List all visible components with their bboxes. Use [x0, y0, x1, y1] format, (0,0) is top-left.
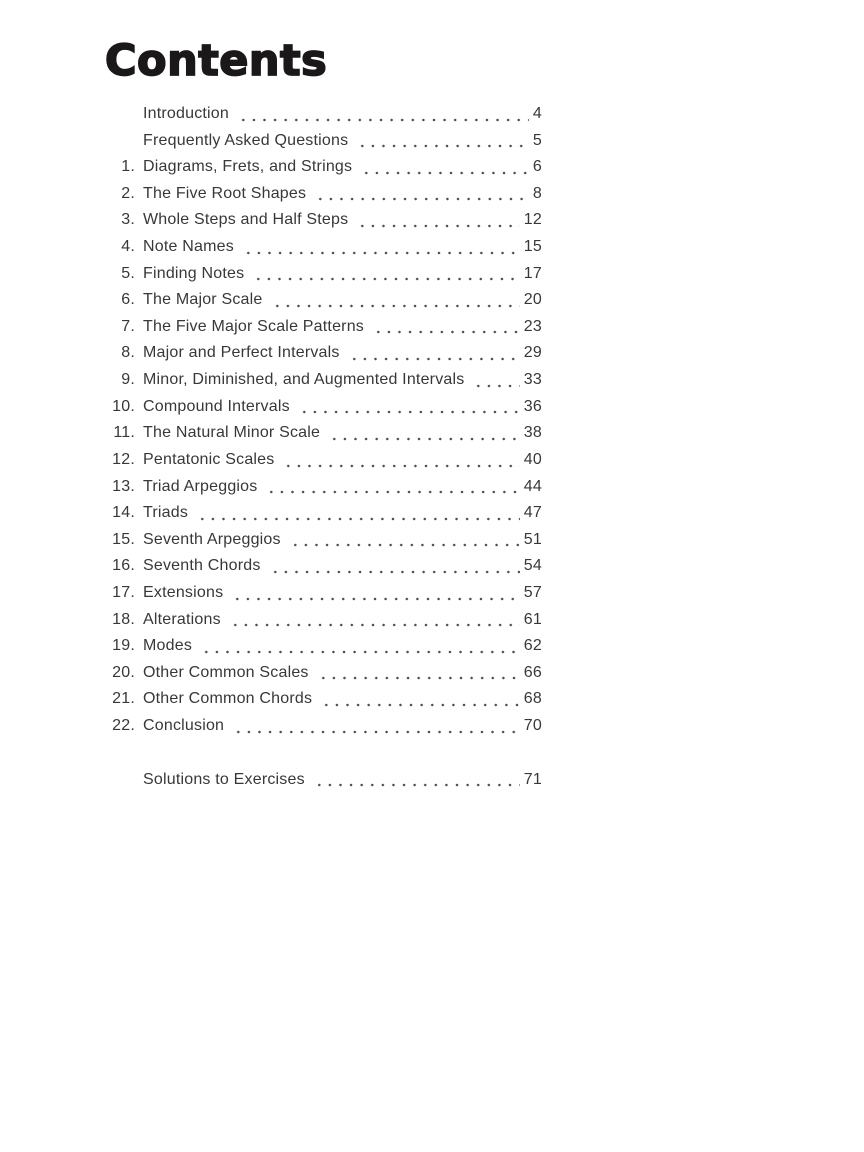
toc-entry-page: 38 [523, 424, 542, 442]
dot-leader [270, 287, 520, 314]
toc-entry-number: 7. [121, 317, 135, 335]
toc-entry-number: 13. [112, 477, 135, 495]
toc-entry-page: 61 [523, 610, 542, 628]
dot-leader [195, 500, 520, 527]
toc-entry-label: The Five Major Scale Patterns [143, 317, 364, 335]
dot-leader [355, 207, 519, 234]
toc-entry-label: Diagrams, Frets, and Strings [143, 158, 353, 176]
toc-entry-page: 8 [532, 184, 542, 202]
toc-entry [108, 128, 542, 155]
toc-entry [108, 500, 542, 527]
toc-entry-number: 9. [121, 371, 135, 389]
toc-entry [108, 713, 542, 740]
toc-entry [108, 660, 542, 687]
toc-entry-number: 12. [112, 450, 135, 468]
toc-entry-page: 68 [523, 690, 542, 708]
toc-entry [108, 154, 542, 181]
toc-entry-label: The Five Root Shapes [143, 184, 307, 202]
toc-entry-number: 16. [112, 557, 135, 575]
toc-list [108, 101, 542, 793]
toc-entry [108, 447, 542, 474]
toc-entry-label: The Major Scale [143, 291, 263, 309]
toc-entry-page: 36 [523, 397, 542, 415]
toc-entry-page: 62 [523, 637, 542, 655]
toc-entry-page: 33 [523, 371, 542, 389]
toc-entry-label: Compound Intervals [143, 397, 290, 415]
toc-entry-page: 51 [523, 530, 542, 548]
toc-entry-number: 2. [121, 184, 135, 202]
toc-entry-label: Modes [143, 637, 193, 655]
toc-entry-number: 8. [121, 344, 135, 362]
toc-entry [108, 633, 542, 660]
dot-leader [313, 181, 529, 208]
toc-entry-label: Triads [143, 504, 189, 522]
toc-entry-page: 70 [523, 717, 542, 735]
toc-entry [108, 686, 542, 713]
toc-entry [108, 181, 542, 208]
dot-leader [251, 261, 519, 288]
dot-leader [371, 314, 520, 341]
toc-entry-page: 29 [523, 344, 542, 362]
toc-entry-page: 17 [523, 264, 542, 282]
toc-entry-page: 15 [523, 238, 542, 256]
toc-entry-page: 4 [532, 105, 542, 122]
toc-entry [108, 261, 542, 288]
toc-entry-page: 66 [523, 663, 542, 681]
dot-leader [236, 101, 529, 128]
toc-entry-page: 57 [523, 583, 542, 601]
toc-entry-label: Alterations [143, 610, 221, 628]
dot-leader [288, 527, 520, 554]
toc-entry-page: 6 [532, 158, 542, 176]
toc-entry-label: Other Common Chords [143, 690, 313, 708]
toc-entry [108, 314, 542, 341]
toc-entry-number: 15. [112, 530, 135, 548]
toc-entry-page: 12 [523, 211, 542, 229]
toc-entry-number: 19. [112, 637, 135, 655]
toc-entry [108, 474, 542, 501]
toc-entry-number: 3. [121, 211, 135, 229]
toc-entry [108, 420, 542, 447]
dot-leader [230, 580, 520, 607]
dot-leader [228, 607, 520, 634]
toc-entry-label: Note Names [143, 238, 234, 256]
toc-entry-label: The Natural Minor Scale [143, 424, 321, 442]
toc-entry-number: 1. [121, 158, 135, 176]
dot-leader [231, 713, 520, 740]
toc-entry-number: 14. [112, 504, 135, 522]
toc-entry-number: 11. [113, 424, 135, 442]
toc-entry-number: 6. [121, 291, 135, 309]
page-title: Contents [105, 36, 328, 86]
dot-leader [241, 234, 520, 261]
toc-entry-number: 18. [112, 610, 135, 628]
toc-entry-label: Other Common Scales [143, 663, 309, 681]
toc-entry-page: 23 [523, 317, 542, 335]
toc-entry [108, 207, 542, 234]
dot-leader [471, 367, 519, 394]
toc-entry-page: 54 [523, 557, 542, 575]
dot-leader [312, 767, 520, 794]
toc-entry [108, 367, 542, 394]
dot-leader [327, 420, 520, 447]
toc-entry-label: Frequently Asked Questions [143, 131, 349, 149]
toc-entry-label: Extensions [143, 583, 224, 601]
toc-entry-label: Introduction [143, 105, 230, 122]
toc-entry-label: Major and Perfect Intervals [143, 344, 340, 362]
dot-leader [268, 553, 520, 580]
dot-leader [264, 474, 519, 501]
toc-entry [108, 394, 542, 421]
toc-entry [108, 527, 542, 554]
dot-leader [281, 447, 519, 474]
toc-entry-page: 44 [523, 477, 542, 495]
toc-entry-page: 20 [523, 291, 542, 309]
toc-entry-number: 22. [112, 717, 135, 735]
toc-entry [108, 101, 542, 128]
toc-entry [108, 607, 542, 634]
toc-entry-number: 5. [121, 264, 135, 282]
toc-entry-number: 10. [112, 397, 135, 415]
toc-entry [108, 287, 542, 314]
toc-entry-label: Solutions to Exercises [143, 770, 305, 788]
toc-entry-label: Seventh Chords [143, 557, 261, 575]
dot-leader [297, 394, 520, 421]
toc-entry-page: 71 [523, 770, 542, 788]
dot-leader [347, 340, 520, 367]
toc-entry-page: 40 [523, 450, 542, 468]
toc-entry-label: Seventh Arpeggios [143, 530, 281, 548]
dot-leader [199, 633, 520, 660]
toc-entry-label: Minor, Diminished, and Augmented Intervals [143, 371, 465, 389]
dot-leader [319, 686, 520, 713]
toc-entry-number: 17. [112, 583, 135, 601]
toc-entry [108, 234, 542, 261]
dot-leader [316, 660, 520, 687]
toc-entry-number: 20. [112, 663, 135, 681]
toc-entry-label: Pentatonic Scales [143, 450, 275, 468]
dot-leader [359, 154, 529, 181]
toc-entry [108, 340, 542, 367]
toc-entry-label: Finding Notes [143, 264, 245, 282]
toc-entry [108, 553, 542, 580]
toc-entry-label: Whole Steps and Half Steps [143, 211, 349, 229]
toc-entry-page: 47 [523, 504, 542, 522]
toc-entry-number: 21. [112, 690, 135, 708]
toc-entry-page: 5 [532, 131, 542, 149]
toc-entry [108, 767, 542, 794]
dot-leader [355, 128, 529, 155]
toc-entry-number: 4. [121, 238, 135, 256]
toc-entry [108, 580, 542, 607]
toc-entry-label: Triad Arpeggios [143, 477, 258, 495]
toc-entry-label: Conclusion [143, 717, 225, 735]
